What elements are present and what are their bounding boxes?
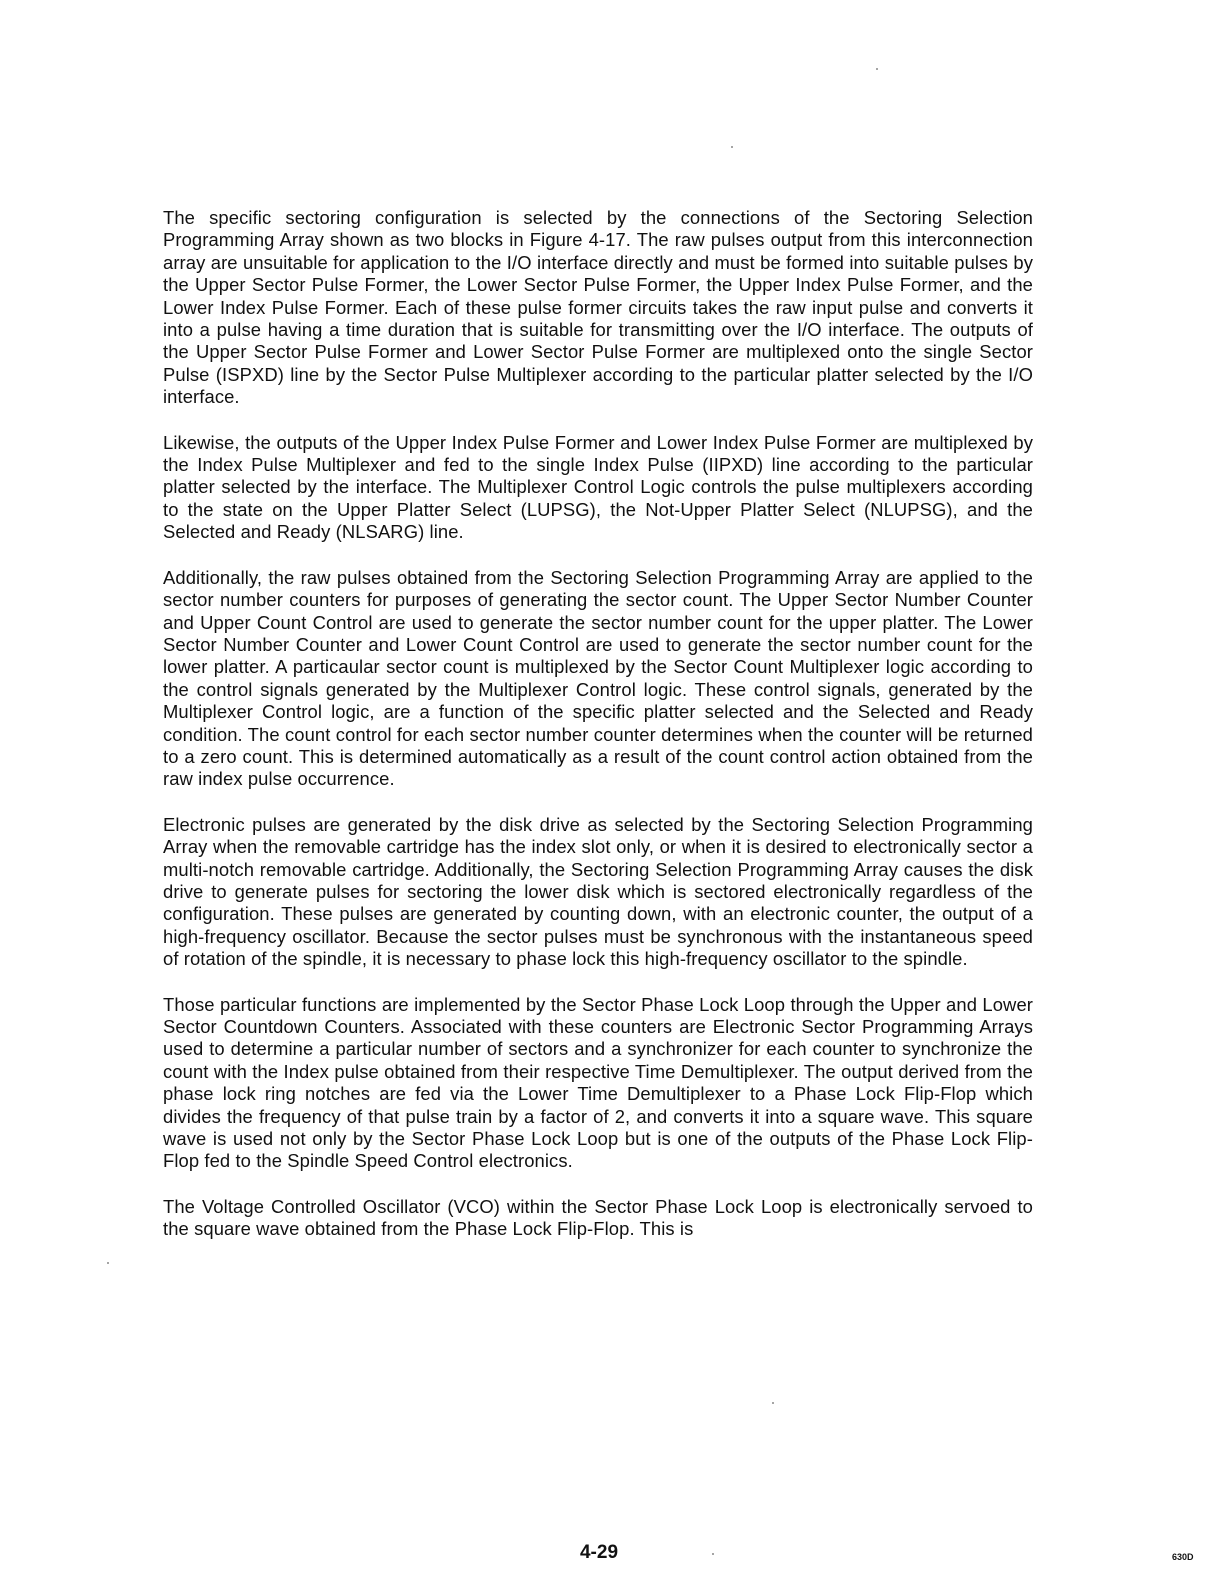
paragraph-index-multiplexing: Likewise, the outputs of the Upper Index Pulse Former and Lower Index Pulse Former are multiplexed by the Index Pulse Multiplexer and fed to the single Index Pulse (IIPXD) line according to the particular platter selected by the interface. The Multiplexer Control Logic controls the pulse multiplexers according to the state on the Upper Platter Select (LUPSG), the Not-Upper Platter Select (NLUPSG), and the Selected and Ready (NLSARG) line. [163,431,1033,543]
paragraph-sector-number-counters: Additionally, the raw pulses obtained from the Sectoring Selection Programming Array are applied to the sector number counters for purposes of generating the sector count. The Upper Sector Number Counter and Upper Count Control are used to generate the sector number count for the upper platter. The Lower Sector Number Counter and Lower Count Control are used to generate the sector number count for the lower platter. A particaular sector count is multiplexed by the Sector Count Multiplexer logic according to the control signals generated by the Multiplexer Control logic. These control signals, generated by the Multiplexer Control logic, are a function of the specific platter selected and the Selected and Ready condition. The count control for each sector number counter determines when the counter will be returned to a zero count. This is determined automatically as a result of the count control action obtained from the raw index pulse occurrence. [163,566,1033,790]
scan-speck [712,1553,714,1555]
paragraph-sectoring-configuration: The specific sectoring configuration is selected by the connections of the Sectoring Selection Programming Array shown as two blocks in Figure 4-17. The raw pulses output from this interconnection array are unsuitable for application to the I/O interface directly and must be formed into suitable pulses by the Upper Sector Pulse Former, the Lower Sector Pulse Former, the Upper Index Pulse Former, and the Lower Index Pulse Former. Each of these pulse former circuits takes the raw input pulse and converts it into a pulse having a time duration that is suitable for transmitting over the I/O interface. The outputs of the Upper Sector Pulse Former and Lower Sector Pulse Former are multiplexed onto the single Sector Pulse (ISPXD) line by the Sector Pulse Multiplexer according to the particular platter selected by the I/O interface. [163,207,1033,408]
paragraph-vco: The Voltage Controlled Oscillator (VCO) within the Sector Phase Lock Loop is electronically servoed to the square wave obtained from the Phase Lock Flip-Flop. This is [163,1195,1033,1240]
form-code: 630D [1172,1552,1194,1562]
paragraph-electronic-pulses: Electronic pulses are generated by the disk drive as selected by the Sectoring Selection Programming Array when the removable cartridge has the index slot only, or when it is desired to electronically sector a multi-notch removable cartridge. Additionally, the Sectoring Selection Programming Array causes the disk drive to generate pulses for sectoring the lower disk which is sectored electronically regardless of the configuration. These pulses are generated by counting down, with an electronic counter, the output of a high-frequency oscillator. Because the sector pulses must be synchronous with the instantaneous speed of rotation of the spindle, it is necessary to phase lock this high-frequency oscillator to the spindle. [163,813,1033,970]
scan-speck [731,146,733,148]
page-number: 4-29 [579,1542,619,1563]
scan-speck [772,1402,774,1404]
paragraph-phase-lock-loop: Those particular functions are implemented by the Sector Phase Lock Loop through the Upper and Lower Sector Countdown Counters. Associated with these counters are Electronic Sector Programming Arrays used to determine a particular number of sectors and a synchronizer for each counter to synchronize the count with the Index pulse obtained from their respective Time Demultiplexer. The output derived from the phase lock ring notches are fed via the Lower Time Demultiplexer to a Phase Lock Flip-Flop which divides the frequency of that pulse train by a factor of 2, and converts it into a square wave. This square wave is used not only by the Sector Phase Lock Loop but is one of the outputs of the Phase Lock Flip-Flop fed to the Spindle Speed Control electronics. [163,993,1033,1172]
body-text [163,207,1033,1264]
scan-speck [876,68,878,70]
scan-speck [107,1262,109,1264]
